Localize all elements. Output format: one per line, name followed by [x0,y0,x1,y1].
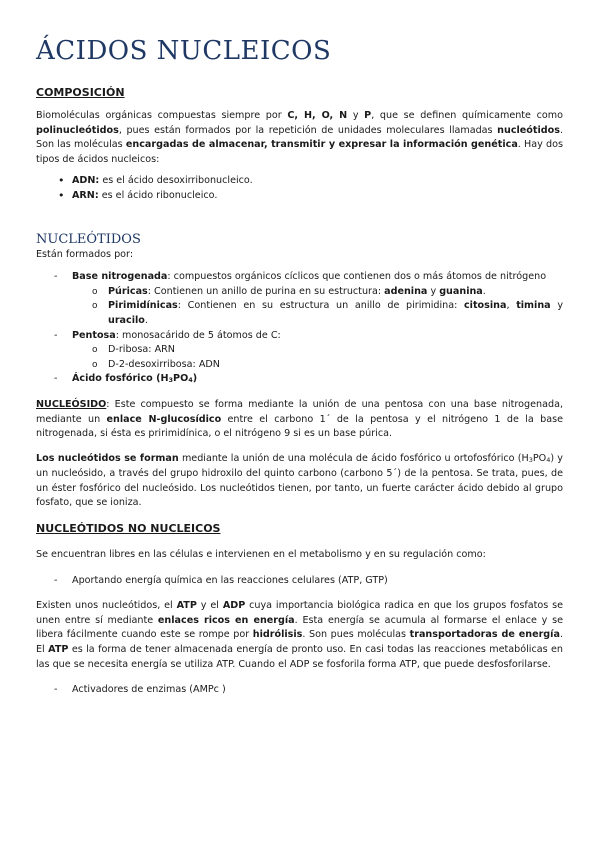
formacion-paragraph: Los nucleótidos se forman mediante la unión de una molécula de ácido fosfórico u ortofosfórico $(H_3PO_4)$ y un nucleósido, a través del grupo hidroxilo del quinto carbono (carbono 5´) de la pentosa. Se trata, pues, de un éster fosfórico del nucleósido. Los nucleótidos tienen, por tanto, un fuerte carácter ácido debido al grupo fosfato, que se ioniza. [36,452,563,509]
composicion-paragraph: Biomoléculas orgánicas compuestas siempre por C, H, O, N y P, que se definen químicamente como polinucleótidos, pues están formados por la repetición de unidades moleculares llamadas nucleótidos. Son las moléculas encargadas de almacenar, transmitir y expresar la información genética. Hay dos tipos de ácidos nucleicos: [36,110,563,165]
list-item-acido-fosforico: - Ácido fosfórico $(H_3PO_4)$ [72,372,563,388]
list-item-adn: • ADN: es el ácido desoxirribonucleico. [72,174,563,189]
list-item-energia: - Aportando energía química en las reacciones celulares (ATP, GTP) [72,574,563,589]
sublist-item-desoxirribosa: o D-2-desoxirribosa: ADN [108,358,563,373]
list-item-base-nitrogenada: - Base nitrogenada: compuestos orgánicos cíclicos que contienen dos o más átomos de nitrógeno o Púricas: Contienen un anillo de purina en su estructura: adenina y guanina. o Pirimidínicas: Contienen en su estructura un anillo de pirimidina: citosina, timina y uracilo. [72,270,563,328]
no-nucleicos-intro: Se encuentran libres en las células e intervienen en el metabolismo y en su regulación como: [36,549,486,561]
section-heading-no-nucleicos: NUCLEÓTIDOS NO NUCLEICOS [36,522,221,536]
section-heading-nucleotidos: NUCLEÓTIDOS [36,231,141,247]
nucleotidos-intro: Están formados por: [36,248,134,260]
pentosa-sublist [72,343,563,372]
list-item-pentosa: - Pentosa: monosacárido de 5 átomos de C: o D-ribosa: ARN o D-2-desoxirribosa: ADN [72,329,563,373]
sublist-item-ribosa: o D-ribosa: ARN [108,343,563,358]
page-title: ÁCIDOS NUCLEICOS [36,36,332,66]
base-types-sublist [72,285,563,329]
acid-types-list [36,174,563,203]
section-heading-composicion: COMPOSICIÓN [36,86,125,99]
nucleosido-paragraph: NUCLEÓSIDO: Este compuesto se forma mediante la unión de una pentosa con una base nitrogenada, mediante un enlace N-glucosídico entre el carbono 1´ de la pentosa y el nitrógeno 1 de la base nitrogenada, si ésta es pririmidínica, o el nitrógeno 9 si es un base púrica. [36,398,563,440]
list-item-arn: • ARN: es el ácido ribonucleico. [72,189,563,204]
functions-list-1 [36,574,563,589]
functions-list-2 [36,683,563,698]
nucleotide-components-list [36,270,563,388]
list-item-activadores: - Activadores de enzimas (AMPc ) [72,683,563,698]
sublist-item-puricas: o Púricas: Contienen un anillo de purina en su estructura: adenina y guanina. [108,285,563,300]
sublist-item-pirimidinicas: o Pirimidínicas: Contienen en su estructura un anillo de pirimidina: citosina, timina y uracilo. [108,299,563,328]
atp-paragraph: Existen unos nucleótidos, el ATP y el ADP cuya importancia biológica radica en que los grupos fosfatos se unen entre sí mediante enlaces ricos en energía. Esta energía se acumula al formarse el enlace y se libera fácilmente cuando este se rompe por hidrólisis. Son pues moléculas transportadoras de energía. El ATP es la forma de tener almacenada energía de pronto uso. En casi todas las reacciones metabólicas en las que se necesita energía se utiliza ATP. Cuando el ADP se fosforila forma ATP, que puede desfosforilarse. [36,600,564,670]
